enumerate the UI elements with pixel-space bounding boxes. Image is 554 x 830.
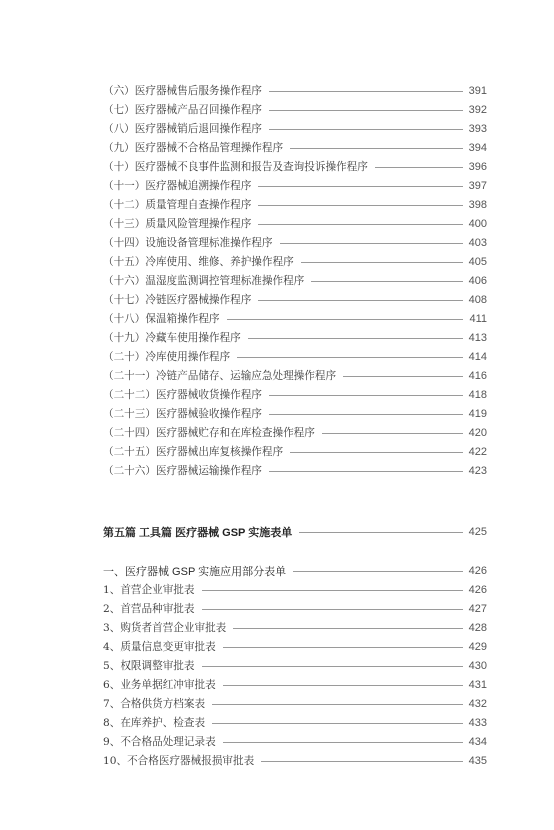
dot-leader <box>290 148 463 149</box>
toc-entry[interactable] <box>103 751 487 770</box>
toc-entry-page: 426 <box>468 583 487 596</box>
toc-entry-title: 6、业务单据红冲审批表 <box>103 679 216 691</box>
toc-entry[interactable] <box>103 214 487 233</box>
toc-entry-title: （二十一）冷链产品储存、运输应急处理操作程序 <box>103 370 337 382</box>
dot-leader <box>212 704 463 705</box>
toc-entry-page: 403 <box>468 236 487 249</box>
dot-leader <box>293 571 462 572</box>
dot-leader <box>375 167 463 168</box>
dot-leader <box>258 186 462 187</box>
toc-entry-title: （十九）冷藏车使用操作程序 <box>103 332 241 344</box>
toc-entry-title: （二十六）医疗器械运输操作程序 <box>103 465 262 477</box>
dot-leader <box>258 205 462 206</box>
toc-entry[interactable] <box>103 442 487 461</box>
toc-entry[interactable] <box>103 328 487 347</box>
toc-entry-page: 427 <box>468 602 487 615</box>
toc-entry[interactable] <box>103 599 487 618</box>
toc-entry[interactable] <box>103 138 487 157</box>
toc-entry-page: 392 <box>468 103 487 116</box>
toc-entry[interactable] <box>103 290 487 309</box>
dot-leader <box>223 647 463 648</box>
toc-entry[interactable] <box>103 233 487 252</box>
toc-entry[interactable] <box>103 618 487 637</box>
dot-leader <box>322 433 463 434</box>
dot-leader <box>280 243 463 244</box>
toc-entry[interactable] <box>103 81 487 100</box>
dot-leader <box>269 110 463 111</box>
toc-entry[interactable] <box>103 675 487 694</box>
toc-entry-title: 10、不合格医疗器械报损审批表 <box>103 755 255 767</box>
toc-entry-title: 2、首营品种审批表 <box>103 603 195 615</box>
dot-leader <box>212 723 463 724</box>
dot-leader <box>227 319 463 320</box>
dot-leader <box>311 281 462 282</box>
toc-entry-page: 391 <box>468 84 487 97</box>
dot-leader <box>248 338 463 339</box>
toc-entry-page: 418 <box>468 388 487 401</box>
dot-leader <box>269 471 463 472</box>
toc-entry-page: 422 <box>468 445 487 458</box>
part-five-entry[interactable] <box>103 522 487 541</box>
toc-entry[interactable] <box>103 461 487 480</box>
dot-leader <box>269 91 463 92</box>
toc-entry-page: 435 <box>468 754 487 767</box>
toc-entry-title: 4、质量信息变更审批表 <box>103 641 216 653</box>
section-one-entry[interactable] <box>103 561 487 580</box>
toc-entry-title: （六）医疗器械售后服务操作程序 <box>103 85 262 97</box>
toc-entry-title: （二十）冷库使用操作程序 <box>103 351 231 363</box>
toc-section-one <box>103 561 487 580</box>
toc-entry-title: （十二）质量管理自查操作程序 <box>103 199 252 211</box>
section-one-title: 一、医疗器械 GSP 实施应用部分表单 <box>103 565 287 578</box>
toc-entry-title: （十五）冷库使用、维修、养护操作程序 <box>103 256 294 268</box>
dot-leader <box>223 742 463 743</box>
part-five-title: 第五篇 工具篇 医疗器械 GSP 实施表单 <box>103 526 293 539</box>
toc-entry-page: 406 <box>468 274 487 287</box>
toc-entry-title: （十六）温湿度监测调控管理标准操作程序 <box>103 275 305 287</box>
toc-procedures-list <box>103 81 487 480</box>
toc-entry-title: 5、权限调整审批表 <box>103 660 195 672</box>
toc-entry-page: 408 <box>468 293 487 306</box>
dot-leader <box>258 224 462 225</box>
toc-entry-title: 7、合格供货方档案表 <box>103 698 206 710</box>
dot-leader <box>299 532 462 533</box>
dot-leader <box>261 761 462 762</box>
toc-entry-title: （十一）医疗器械追溯操作程序 <box>103 180 252 192</box>
toc-entry-title: （十）医疗器械不良事件监测和报告及查询投诉操作程序 <box>103 161 368 173</box>
dot-leader <box>269 395 463 396</box>
toc-entry[interactable] <box>103 732 487 751</box>
dot-leader <box>290 452 463 453</box>
toc-entry-page: 428 <box>468 621 487 634</box>
dot-leader <box>223 685 463 686</box>
toc-entry-page: 405 <box>468 255 487 268</box>
toc-entry-title: （十八）保温箱操作程序 <box>103 313 220 325</box>
toc-entry-page: 400 <box>468 217 487 230</box>
toc-entry-title: （二十五）医疗器械出库复核操作程序 <box>103 446 284 458</box>
dot-leader <box>269 414 463 415</box>
toc-entry-title: 8、在库养护、检查表 <box>103 717 206 729</box>
toc-entry-title: （十三）质量风险管理操作程序 <box>103 218 252 230</box>
toc-entry-page: 434 <box>468 735 487 748</box>
toc-entry-page: 420 <box>468 426 487 439</box>
toc-entry-title: 3、购货者首营企业审批表 <box>103 622 227 634</box>
toc-entry[interactable] <box>103 100 487 119</box>
dot-leader <box>258 300 462 301</box>
toc-entry-page: 432 <box>468 697 487 710</box>
toc-entry[interactable] <box>103 656 487 675</box>
dot-leader <box>301 262 463 263</box>
section-one-page: 426 <box>468 564 487 577</box>
toc-entry-page: 414 <box>468 350 487 363</box>
toc-entry[interactable] <box>103 694 487 713</box>
toc-part-five <box>103 522 487 541</box>
toc-entry-title: （九）医疗器械不合格品管理操作程序 <box>103 142 284 154</box>
toc-entry-page: 416 <box>468 369 487 382</box>
toc-entry-page: 396 <box>468 160 487 173</box>
toc-entry-title: （七）医疗器械产品召回操作程序 <box>103 104 262 116</box>
part-five-page: 425 <box>468 525 487 538</box>
toc-entry-page: 413 <box>468 331 487 344</box>
toc-entry[interactable] <box>103 309 487 328</box>
toc-entry-page: 423 <box>468 464 487 477</box>
toc-entry[interactable] <box>103 157 487 176</box>
dot-leader <box>202 666 463 667</box>
toc-forms-list <box>103 580 487 770</box>
dot-leader <box>343 376 463 377</box>
toc-entry[interactable] <box>103 119 487 138</box>
toc-entry-page: 394 <box>468 141 487 154</box>
toc-entry[interactable] <box>103 176 487 195</box>
toc-entry[interactable] <box>103 252 487 271</box>
toc-entry-page: 398 <box>468 198 487 211</box>
dot-leader <box>202 590 463 591</box>
toc-entry-page: 429 <box>468 640 487 653</box>
dot-leader <box>269 129 463 130</box>
toc-entry[interactable] <box>103 423 487 442</box>
dot-leader <box>202 609 463 610</box>
toc-entry-page: 433 <box>468 716 487 729</box>
dot-leader <box>233 628 462 629</box>
toc-entry-title: 9、不合格品处理记录表 <box>103 736 216 748</box>
toc-entry[interactable] <box>103 580 487 599</box>
toc-entry[interactable] <box>103 271 487 290</box>
dot-leader <box>237 357 463 358</box>
toc-entry[interactable] <box>103 637 487 656</box>
toc-entry-title: （二十四）医疗器械贮存和在库检查操作程序 <box>103 427 315 439</box>
toc-entry-page: 419 <box>468 407 487 420</box>
toc-entry-page: 393 <box>468 122 487 135</box>
toc-entry-title: （八）医疗器械销后退回操作程序 <box>103 123 262 135</box>
toc-entry[interactable] <box>103 404 487 423</box>
toc-entry[interactable] <box>103 385 487 404</box>
toc-entry-title: （十七）冷链医疗器械操作程序 <box>103 294 252 306</box>
toc-entry-title: 1、首营企业审批表 <box>103 584 195 596</box>
toc-entry[interactable] <box>103 195 487 214</box>
toc-entry[interactable] <box>103 347 487 366</box>
toc-entry-page: 430 <box>468 659 487 672</box>
toc-entry-title: （二十二）医疗器械收货操作程序 <box>103 389 262 401</box>
toc-entry-title: （二十三）医疗器械验收操作程序 <box>103 408 262 420</box>
toc-entry-title: （十四）设施设备管理标准操作程序 <box>103 237 273 249</box>
toc-entry-page: 431 <box>468 678 487 691</box>
toc-entry-page: 397 <box>468 179 487 192</box>
toc-entry[interactable] <box>103 713 487 732</box>
toc-entry[interactable] <box>103 366 487 385</box>
toc-entry-page: 411 <box>469 312 487 325</box>
